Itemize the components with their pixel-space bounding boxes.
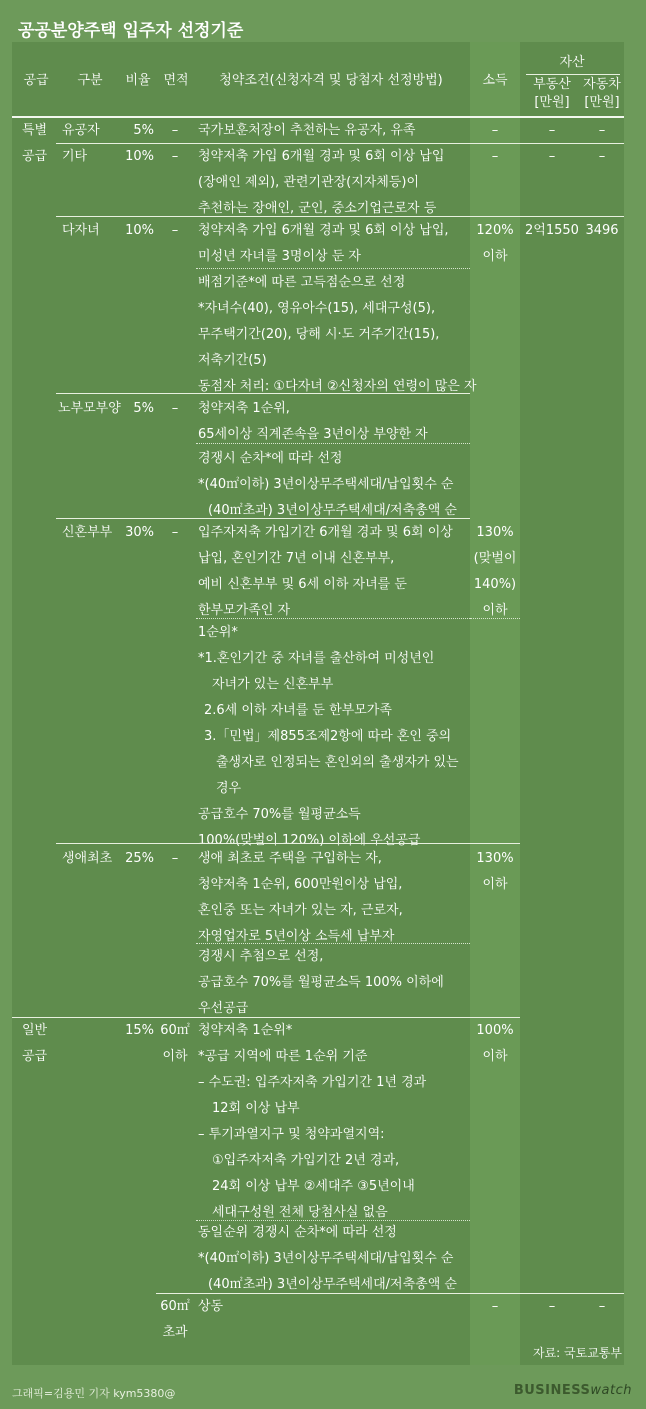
- header-car: 자동차: [583, 77, 621, 92]
- row-multichild-income: 120%: [476, 223, 514, 238]
- row-divider: [56, 518, 470, 519]
- row-newlywed-selection-line: 3.「민법」제855조제2항에 따라 혼인 중의: [204, 729, 452, 744]
- row-multichild-category: 다자녀: [62, 223, 100, 238]
- row-general-condition-line: 12회 이상 납부: [212, 1101, 300, 1116]
- row-elderly-condition-line: 65세이상 직계존속을 3년이상 부양한 자: [198, 427, 428, 442]
- header-area: 면적: [163, 73, 189, 88]
- row-other-ratio: 10%: [125, 149, 154, 164]
- row-other-car: –: [598, 149, 606, 164]
- row-general-selection-line: 동일순위 경쟁시 순차*에 따라 선정: [198, 1225, 397, 1240]
- row-elderly-category: 노부모부양: [58, 401, 121, 416]
- row-newlywed-selection-line: 출생자로 인정되는 혼인외의 출생자가 있는: [216, 755, 459, 770]
- row-other-condition-line: 추천하는 장애인, 군인, 중소기업근로자 등: [198, 201, 437, 216]
- row-firsthome-ratio: 25%: [125, 851, 154, 866]
- row-firsthome-selection-line: 경쟁시 추첨으로 선정,: [198, 949, 324, 964]
- header-income: 소득: [482, 73, 508, 88]
- row-patriot-category: 유공자: [62, 123, 100, 138]
- logo-text-business: BUSINESS: [513, 1383, 591, 1398]
- row-newlywed-selection-line: *1.혼인기간 중 자녀를 출산하여 미성년인: [198, 651, 435, 666]
- row-firsthome-selection-line: 공급호수 70%를 월평균소득 100% 이하에: [198, 975, 444, 990]
- row-general-area-line: 60㎡: [160, 1023, 190, 1038]
- row-firsthome-income: 130%: [476, 851, 514, 866]
- row-general-condition-line: – 수도권: 입주자저축 가입기간 1년 경과: [198, 1075, 427, 1090]
- row-other-category: 기타: [62, 149, 88, 164]
- row-divider: [56, 393, 470, 394]
- header-ratio: 비율: [125, 73, 151, 88]
- row-general-selection-line: *(40㎡이하) 3년이상무주택세대/납입횟수 순: [198, 1251, 454, 1266]
- row-newlywed-selection-line: 경우: [216, 781, 242, 796]
- row-general-ratio: 15%: [125, 1023, 154, 1038]
- row-general-large-realestate: –: [548, 1299, 556, 1314]
- row-elderly-area: –: [171, 401, 179, 416]
- row-general-condition-line: 청약저축 1순위*: [198, 1023, 293, 1038]
- logo-text-watch: watch: [590, 1383, 632, 1398]
- row-general-large-area-line: 초과: [162, 1325, 188, 1340]
- row-newlywed-category: 신혼부부: [62, 525, 113, 540]
- row-newlywed-income-line: 130%: [476, 525, 514, 540]
- row-divider: [56, 216, 624, 217]
- row-firsthome-income-suffix: 이하: [482, 877, 508, 892]
- row-general-large-condition: 상동: [198, 1299, 224, 1314]
- row-multichild-condition-line: 미성년 자녀를 3명이상 둔 자: [198, 249, 361, 264]
- header-realestate: 부동산: [533, 77, 571, 92]
- row-multichild-selection-line: 배점기준*에 따른 고득점순으로 선정: [198, 275, 406, 290]
- row-firsthome-condition-line: 자영업자로 5년이상 소득세 납부자: [198, 929, 395, 944]
- row-elderly-selection-line: 경쟁시 순차*에 따라 선정: [198, 451, 343, 466]
- row-other-income: –: [491, 149, 499, 164]
- row-firsthome-condition-line: 혼인중 또는 자녀가 있는 자, 근로자,: [198, 903, 403, 918]
- row-patriot-ratio: 5%: [133, 123, 154, 138]
- row-newlywed-condition-line: 한부모가족인 자: [198, 603, 291, 618]
- row-multichild-selection-line: 무주택기간(20), 당해 시·도 거주기간(15),: [198, 327, 440, 342]
- row-patriot-realestate: –: [548, 123, 556, 138]
- row-general-large-car: –: [598, 1299, 606, 1314]
- row-elderly-ratio: 5%: [133, 401, 154, 416]
- row-general-condition-line: ①입주자저축 가입기간 2년 경과,: [212, 1153, 400, 1168]
- header-category: 구분: [77, 73, 103, 88]
- row-multichild-condition-line: 청약저축 가입 6개월 경과 및 6회 이상 납입,: [198, 223, 449, 238]
- row-newlywed-income-line: 이하: [482, 603, 508, 618]
- row-general-condition-line: *공급 지역에 따른 1순위 기준: [198, 1049, 368, 1064]
- row-newlywed-condition-line: 납입, 혼인기간 7년 이내 신혼부부,: [198, 551, 395, 566]
- row-multichild-area: –: [171, 223, 179, 238]
- page-title: 공공분양주택 입주자 선정기준: [18, 21, 244, 41]
- row-multichild-selection-line: *자녀수(40), 영유아수(15), 세대구성(5),: [198, 301, 436, 316]
- row-other-realestate: –: [548, 149, 556, 164]
- row-multichild-ratio: 10%: [125, 223, 154, 238]
- row-multichild-selection-line: 저축기간(5): [198, 353, 267, 368]
- publisher-logo: [514, 1383, 632, 1398]
- row-other-area: –: [171, 149, 179, 164]
- row-general-large-area-line: 60㎡: [160, 1299, 190, 1314]
- row-general-income-suffix: 이하: [482, 1049, 508, 1064]
- row-general-condition-line: 세대구성원 전체 당첨사실 없음: [212, 1205, 388, 1220]
- general-supply-label-2: 공급: [22, 1049, 48, 1064]
- header-assets: 자산: [559, 55, 585, 70]
- row-patriot-income: –: [491, 123, 499, 138]
- sub-divider: [196, 618, 470, 619]
- special-supply-label-1: 특별: [22, 123, 48, 138]
- row-multichild-realestate: 2억1550: [525, 223, 579, 238]
- row-patriot-area: –: [171, 123, 179, 138]
- graphic-credit: 그래픽=김용민 기자 kym5380@: [12, 1387, 176, 1400]
- row-other-condition-line: (장애인 제외), 관련기관장(지자체등)이: [198, 175, 420, 190]
- row-general-condition-line: 24회 이상 납부 ②세대주 ③5년이내: [212, 1179, 415, 1194]
- row-elderly-selection-line: (40㎡초과) 3년이상무주택세대/저축총액 순: [208, 503, 457, 518]
- row-firsthome-category: 생애최초: [62, 851, 113, 866]
- row-other-condition-line: 청약저축 가입 6개월 경과 및 6회 이상 납입: [198, 149, 445, 164]
- source-note: 자료: 국토교통부: [532, 1346, 622, 1360]
- row-newlywed-selection-line: 2.6세 이하 자녀를 둔 한부모가족: [204, 703, 392, 718]
- row-newlywed-income-line: (맞벌이: [473, 551, 517, 566]
- row-general-large-income: –: [491, 1299, 499, 1314]
- row-firsthome-selection-line: 우선공급: [198, 1001, 249, 1016]
- general-supply-label-1: 일반: [22, 1023, 48, 1038]
- row-multichild-income-suffix: 이하: [482, 249, 508, 264]
- row-newlywed-area: –: [171, 525, 179, 540]
- row-newlywed-condition-line: 예비 신혼부부 및 6세 이하 자녀를 둔: [198, 577, 407, 592]
- row-patriot-condition: 국가보훈처장이 추천하는 유공자, 유족: [198, 123, 416, 138]
- row-newlywed-condition-line: 입주자저축 가입기간 6개월 경과 및 6회 이상: [198, 525, 453, 540]
- row-elderly-selection-line: *(40㎡이하) 3년이상무주택세대/납입횟수 순: [198, 477, 454, 492]
- header-realestate-unit: [만원]: [534, 95, 570, 110]
- row-elderly-condition-line: 청약저축 1순위,: [198, 401, 290, 416]
- row-general-selection-line: (40㎡초과) 3년이상무주택세대/저축총액 순: [208, 1277, 457, 1292]
- row-newlywed-selection-line: 자녀가 있는 신혼부부: [212, 677, 334, 692]
- row-general-condition-line: – 투기과열지구 및 청약과열지역:: [198, 1127, 385, 1142]
- row-divider: [56, 843, 520, 844]
- row-general-area-line: 이하: [162, 1049, 188, 1064]
- header-assets-divider: [526, 74, 620, 75]
- row-firsthome-condition-line: 생애 최초로 주택을 구입하는 자,: [198, 851, 382, 866]
- sub-divider: [470, 618, 520, 619]
- row-newlywed-income-line: 140%): [473, 577, 517, 592]
- row-firsthome-area: –: [171, 851, 179, 866]
- sub-divider: [196, 268, 470, 269]
- header-supply: 공급: [23, 73, 49, 88]
- header-car-unit: [만원]: [584, 95, 620, 110]
- row-newlywed-selection-line: 1순위*: [198, 625, 238, 640]
- row-general-income: 100%: [476, 1023, 514, 1038]
- row-multichild-car: 3496: [585, 223, 619, 238]
- header-conditions: 청약조건(신청자격 및 당첨자 선정방법): [219, 73, 443, 88]
- row-patriot-car: –: [598, 123, 606, 138]
- sub-divider: [196, 443, 470, 444]
- row-newlywed-ratio: 30%: [125, 525, 154, 540]
- row-newlywed-selection-line: 공급호수 70%를 월평균소득: [198, 807, 361, 822]
- row-multichild-selection-line: 동점자 처리: ①다자녀 ②신청자의 연령이 많은 자: [198, 379, 477, 394]
- row-firsthome-condition-line: 청약저축 1순위, 600만원이상 납입,: [198, 877, 403, 892]
- special-supply-label-2: 공급: [22, 149, 48, 164]
- row-newlywed-selection-line: 100%(맞벌이 120%) 이하에 우선공급: [198, 833, 421, 848]
